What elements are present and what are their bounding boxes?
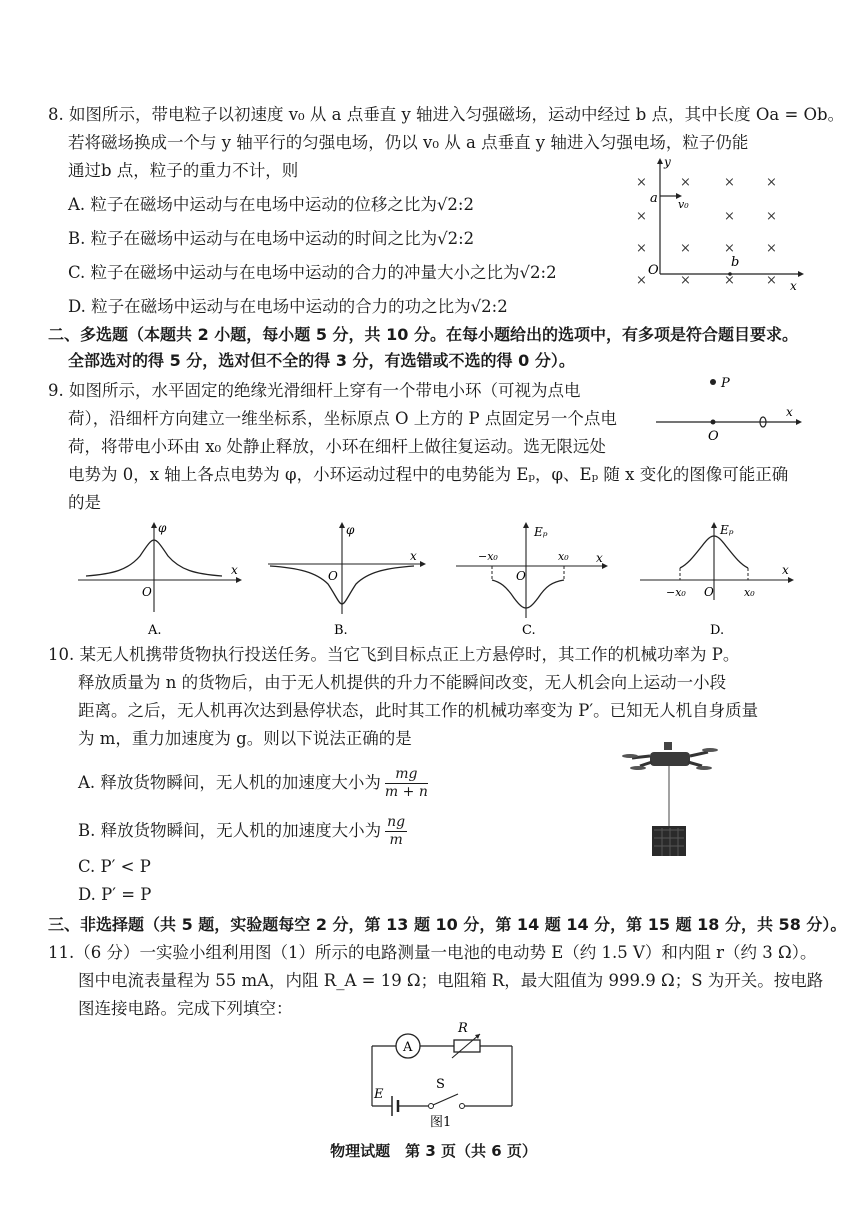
q8-option-a: A. 粒子在磁场中运动与在电场中运动的位移之比为√2:2	[68, 195, 474, 214]
svg-text:φ: φ	[158, 521, 167, 535]
svg-text:×: ×	[680, 273, 691, 288]
section3-heading: 三、非选择题（共 5 题，实验题每空 2 分，第 13 题 10 分，第 14 题 14 分，第 15 题 18 分，共 58 分）。	[48, 915, 847, 934]
section2-heading-line1: 二、多选题（本题共 2 小题，每小题 5 分，共 10 分。在每小题给出的选项中，有多项是符合题目要求。	[48, 325, 798, 344]
svg-text:O: O	[516, 569, 526, 583]
q9-stem-line4: 电势为 0，x 轴上各点电势为 φ，小环运动过程中的电势能为 Eₚ，φ、Eₚ 随 x 变化的图像可能正确	[68, 465, 789, 484]
svg-text:×: ×	[636, 209, 647, 224]
svg-text:x: x	[596, 551, 603, 565]
q9-stem-line5: 的是	[68, 493, 101, 512]
drone-with-cargo-illustration	[620, 732, 720, 862]
point-a-label: a	[650, 191, 658, 206]
v0-label: v₀	[678, 198, 689, 211]
q8-stem-line1: 8. 如图所示，带电粒子以初速度 v₀ 从 a 点垂直 y 轴进入匀强磁场，运动中经过 b 点，其中长度 Oa = Ob。	[48, 105, 845, 124]
q9-graph-a	[68, 520, 248, 640]
section2-heading-line2: 全部选对的得 5 分，选对但不全的得 3 分，有选错或不选的得 0 分）。	[68, 351, 575, 370]
resistor-label: R	[458, 1021, 468, 1036]
point-p-label: P	[721, 376, 730, 391]
svg-text:×: ×	[766, 241, 777, 256]
q8-option-d: D. 粒子在磁场中运动与在电场中运动的合力的功之比为√2:2	[68, 297, 508, 316]
svg-text:×: ×	[724, 209, 735, 224]
q11-circuit-figure	[366, 1020, 526, 1132]
q10-option-b-fraction: $\frac{ng}{m}$	[387, 814, 406, 848]
q11-stem-line3: 图连接电路。完成下列填空：	[78, 999, 293, 1018]
q10-option-c: C. P′ < P	[78, 857, 151, 876]
q8-option-b: B. 粒子在磁场中运动与在电场中运动的时间之比为√2:2	[68, 229, 475, 248]
graph-a-label: A.	[148, 623, 162, 638]
graph-d-label: D.	[710, 623, 725, 638]
q9-stem-line1: 9. 如图所示，水平固定的绝缘光滑细杆上穿有一个带电小环（可视为点电	[48, 381, 581, 400]
q8-stem-line2: 若将磁场换成一个与 y 轴平行的匀强电场，仍以 v₀ 从 a 点垂直 y 轴进入匀强电场，粒子仍能	[68, 133, 749, 152]
page-footer: 物理试题 第 3 页（共 6 页）	[330, 1142, 537, 1160]
figure-caption: 图1	[430, 1115, 452, 1130]
svg-text:×: ×	[766, 273, 777, 288]
svg-text:×: ×	[766, 209, 777, 224]
q10-option-d: D. P′ = P	[78, 885, 152, 904]
svg-text:O: O	[328, 569, 338, 583]
svg-text:−x₀: −x₀	[478, 550, 498, 563]
q10-option-a-fraction: $\frac{mg}{m + n}$	[384, 766, 428, 800]
svg-text:x: x	[782, 563, 789, 577]
y-axis-label: y	[664, 155, 671, 169]
q8-option-c: C. 粒子在磁场中运动与在电场中运动的合力的冲量大小之比为√2:2	[68, 263, 557, 282]
svg-text:Eₚ: Eₚ	[720, 523, 734, 537]
svg-text:x: x	[231, 563, 238, 577]
q9-stem-line3: 荷，将带电小环由 x₀ 处静止释放，小环在细杆上做往复运动。选无限远处	[68, 437, 606, 456]
origin-label: O	[648, 263, 659, 278]
q8-stem-line3: 通过b 点，粒子的重力不计，则	[68, 161, 299, 180]
q9-stem-line2: 荷），沿细杆方向建立一维坐标系，坐标原点 O 上方的 P 点固定另一个点电	[68, 409, 617, 428]
svg-text:×: ×	[766, 175, 777, 190]
q9-graph-d	[636, 520, 806, 640]
rod-origin-label: O	[708, 429, 719, 444]
q11-stem-line1: 11.（6 分）一实验小组利用图（1）所示的电路测量一电池的电动势 E（约 1.5 V）和内阻 r（约 3 Ω）。	[48, 943, 817, 962]
svg-text:O: O	[704, 585, 714, 599]
q9-graph-b	[262, 520, 432, 640]
q11-stem-line2: 图中电流表量程为 55 mA，内阻 R_A = 19 Ω；电阻箱 R，最大阻值为 999.9 Ω；S 为开关。按电路	[78, 971, 824, 990]
svg-text:x: x	[410, 549, 417, 563]
svg-text:×: ×	[680, 241, 691, 256]
x-axis-label: x	[790, 279, 797, 293]
q8-magnetic-field-figure	[620, 150, 810, 295]
svg-text:×: ×	[636, 273, 647, 288]
svg-text:×: ×	[724, 273, 735, 288]
switch-label: S	[436, 1077, 445, 1092]
rod-x-label: x	[786, 405, 793, 419]
svg-text:×: ×	[724, 241, 735, 256]
q10-stem-line4: 为 m，重力加速度为 g。则以下说法正确的是	[78, 729, 412, 748]
point-b-label: b	[731, 255, 740, 270]
svg-text:x₀: x₀	[558, 550, 569, 563]
svg-text:x₀: x₀	[744, 586, 755, 599]
battery-label: E	[374, 1087, 384, 1102]
q9-rod-figure	[650, 368, 810, 444]
svg-text:×: ×	[724, 175, 735, 190]
svg-text:Eₚ: Eₚ	[534, 525, 548, 539]
q10-stem-line1: 10. 某无人机携带货物执行投送任务。当它飞到目标点正上方悬停时，其工作的机械功率为 P。	[48, 645, 740, 664]
svg-text:×: ×	[680, 175, 691, 190]
svg-text:×: ×	[636, 175, 647, 190]
q10-option-b: B. 释放货物瞬间，无人机的加速度大小为 $\frac{ng}{m}$	[78, 814, 406, 848]
svg-text:O: O	[142, 585, 152, 599]
svg-text:φ: φ	[346, 523, 355, 537]
q10-option-a: A. 释放货物瞬间，无人机的加速度大小为 $\frac{mg}{m + n}$	[78, 766, 428, 800]
q10-stem-line3: 距离。之后，无人机再次达到悬停状态，此时其工作的机械功率变为 P′。已知无人机自身质量	[78, 701, 759, 720]
q9-graph-c	[452, 520, 617, 640]
resistor-box	[454, 1040, 480, 1052]
switch-lever	[433, 1094, 458, 1105]
graph-c-label: C.	[522, 623, 536, 638]
svg-text:−x₀: −x₀	[666, 586, 686, 599]
svg-text:×: ×	[636, 241, 647, 256]
ammeter-label: A	[403, 1040, 413, 1055]
q10-stem-line2: 释放质量为 n 的货物后，由于无人机提供的升力不能瞬间改变，无人机会向上运动一小段	[78, 673, 727, 692]
graph-b-label: B.	[334, 623, 348, 638]
